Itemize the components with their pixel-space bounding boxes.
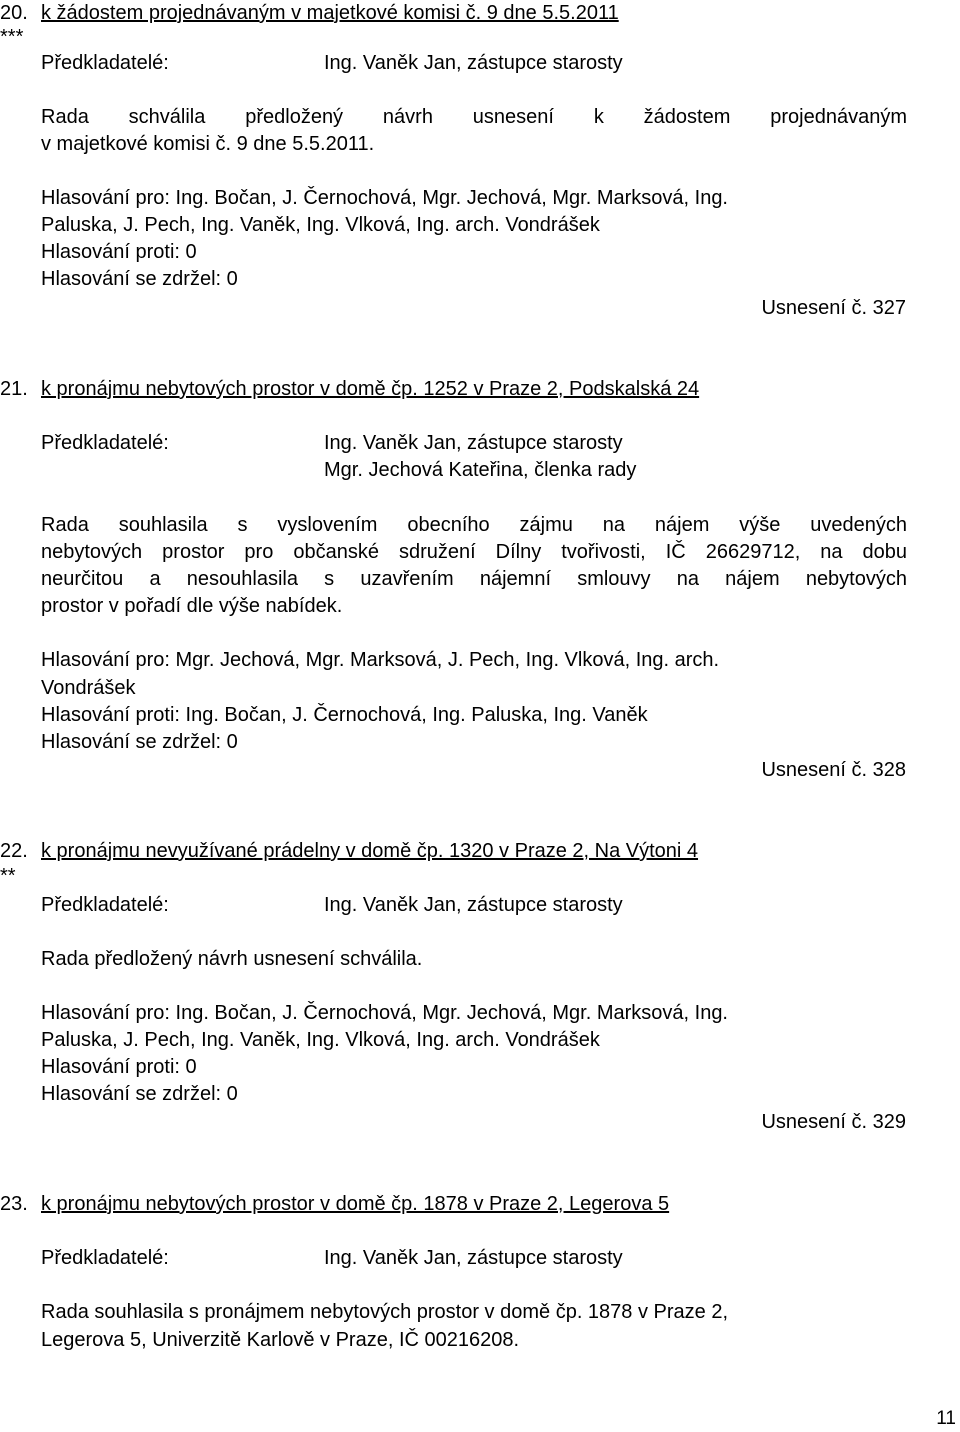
item-number: 20. xyxy=(0,2,28,24)
resolution-number: Usnesení č. 327 xyxy=(761,297,906,319)
vote-for: Vondrášek xyxy=(41,677,136,699)
resolution-text: Rada schválila předložený návrh usnesení k žádostem projednávaným xyxy=(41,106,907,128)
priority-stars: *** xyxy=(0,26,24,48)
vote-for: Hlasování pro: Ing. Bočan, J. Černochová, Mgr. Jechová, Mgr. Marksová, Ing. xyxy=(41,187,728,209)
vote-against: Hlasování proti: 0 xyxy=(41,241,197,263)
vote-abstained: Hlasování se zdržel: 0 xyxy=(41,731,238,753)
proposers-label: Předkladatelé: xyxy=(41,432,169,454)
vote-for: Paluska, J. Pech, Ing. Vaněk, Ing. Vlková, Ing. arch. Vondrášek xyxy=(41,1029,600,1051)
item-number: 22. xyxy=(0,840,28,862)
resolution-number: Usnesení č. 329 xyxy=(761,1111,906,1133)
resolution-text: Rada předložený návrh usnesení schválila. xyxy=(41,948,423,970)
proposer: Mgr. Jechová Kateřina, členka rady xyxy=(324,459,637,481)
proposer: Ing. Vaněk Jan, zástupce starosty xyxy=(324,52,623,74)
vote-for: Hlasování pro: Ing. Bočan, J. Černochová, Mgr. Jechová, Mgr. Marksová, Ing. xyxy=(41,1002,728,1024)
proposer: Ing. Vaněk Jan, zástupce starosty xyxy=(324,894,623,916)
vote-against: Hlasování proti: 0 xyxy=(41,1056,197,1078)
vote-abstained: Hlasování se zdržel: 0 xyxy=(41,1083,238,1105)
item-title: k žádostem projednávaným v majetkové komisi č. 9 dne 5.5.2011 xyxy=(41,2,619,24)
vote-against: Hlasování proti: Ing. Bočan, J. Černochová, Ing. Paluska, Ing. Vaněk xyxy=(41,704,648,726)
proposers-label: Předkladatelé: xyxy=(41,894,169,916)
priority-stars: ** xyxy=(0,865,16,887)
resolution-number: Usnesení č. 328 xyxy=(761,759,906,781)
item-number: 21. xyxy=(0,378,28,400)
page-number: 11 xyxy=(936,1408,956,1429)
item-title: k pronájmu nebytových prostor v domě čp. 1252 v Praze 2, Podskalská 24 xyxy=(41,378,700,400)
resolution-text: Rada souhlasila s vyslovením obecního zájmu na nájem výše uvedených xyxy=(41,514,907,536)
proposer: Ing. Vaněk Jan, zástupce starosty xyxy=(324,1247,623,1269)
proposers-label: Předkladatelé: xyxy=(41,1247,169,1269)
vote-abstained: Hlasování se zdržel: 0 xyxy=(41,268,238,290)
item-title: k pronájmu nevyužívané prádelny v domě čp. 1320 v Praze 2, Na Výtoni 4 xyxy=(41,840,699,862)
resolution-text: Legerova 5, Univerzitě Karlově v Praze, IČ 00216208. xyxy=(41,1329,520,1351)
resolution-text: neurčitou a nesouhlasila s uzavřením nájemní smlouvy na nájem nebytových xyxy=(41,568,907,590)
resolution-text: Rada souhlasila s pronájmem nebytových prostor v domě čp. 1878 v Praze 2, xyxy=(41,1301,729,1323)
resolution-text: prostor v pořadí dle výše nabídek. xyxy=(41,595,343,617)
proposer: Ing. Vaněk Jan, zástupce starosty xyxy=(324,432,623,454)
resolution-text: v majetkové komisi č. 9 dne 5.5.2011. xyxy=(41,133,375,155)
vote-for: Hlasování pro: Mgr. Jechová, Mgr. Marksová, J. Pech, Ing. Vlková, Ing. arch. xyxy=(41,649,720,671)
proposers-label: Předkladatelé: xyxy=(41,52,169,74)
vote-for: Paluska, J. Pech, Ing. Vaněk, Ing. Vlková, Ing. arch. Vondrášek xyxy=(41,214,600,236)
resolution-text: nebytových prostor pro občanské sdružení Dílny tvořivosti, IČ 26629712, na dobu xyxy=(41,541,907,563)
item-number: 23. xyxy=(0,1193,28,1215)
item-title: k pronájmu nebytových prostor v domě čp. 1878 v Praze 2, Legerova 5 xyxy=(41,1193,670,1215)
